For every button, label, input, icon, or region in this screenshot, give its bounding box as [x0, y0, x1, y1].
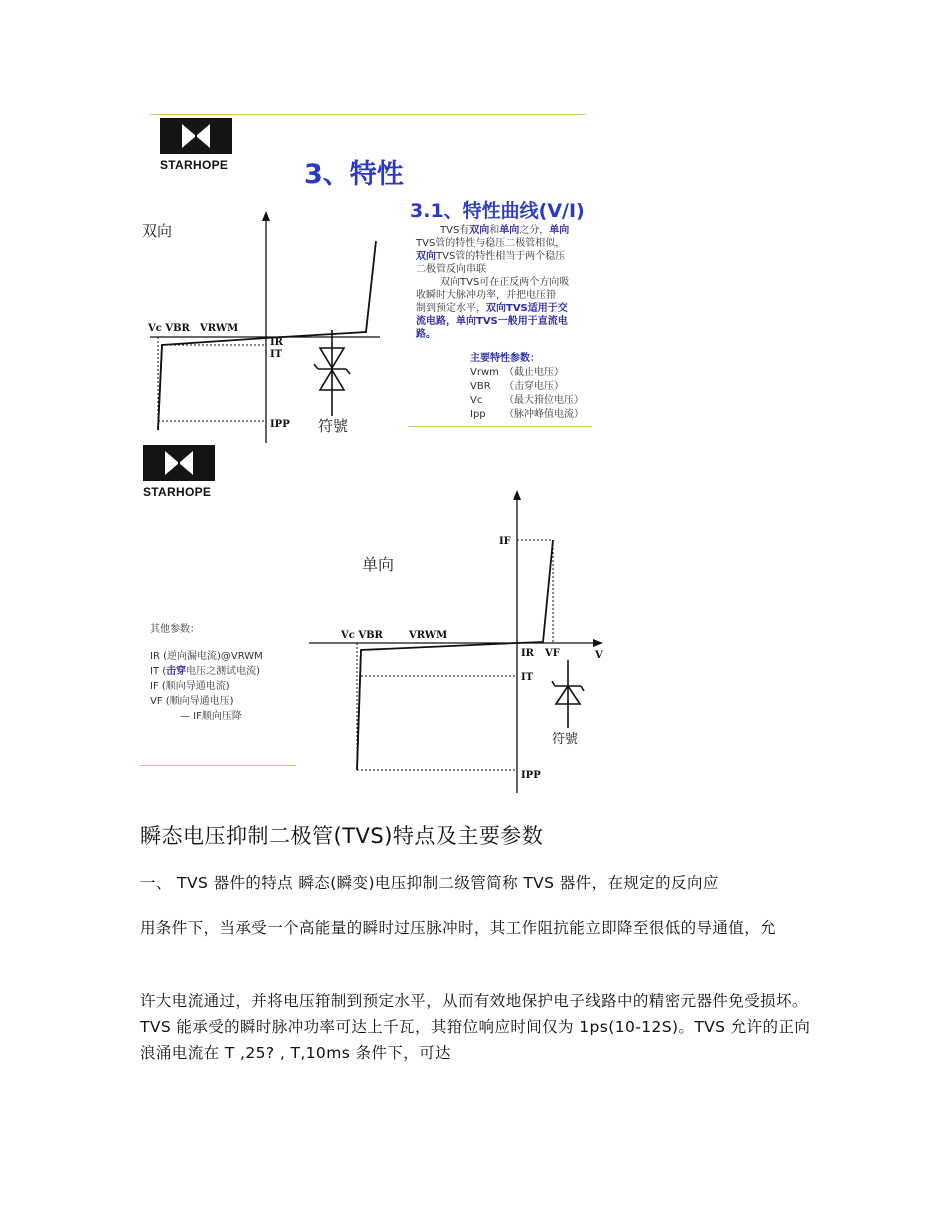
desc-segment: 双向 [469, 225, 490, 236]
param-symbol: Vrwm [470, 367, 499, 378]
slide-divider-bottom [408, 426, 592, 427]
if-label: IF [499, 536, 511, 547]
desc-segment: TVS管的特性相当于两个稳压 [436, 251, 566, 262]
ir-label: IR [270, 337, 283, 348]
desc-line [416, 315, 601, 328]
other-line [150, 709, 263, 724]
desc-line [416, 302, 601, 315]
desc-segment: 双向 [416, 251, 436, 262]
logo-mark-2 [143, 445, 215, 481]
vrwm-label: VRWM [409, 630, 448, 641]
diode-logo-icon [143, 445, 215, 481]
desc-segment: 流电路，单向TVS一般用于直流电 [416, 316, 568, 327]
vc-vbr-label: Vc VBR [148, 323, 190, 334]
unidirectional-label: 单向 [362, 555, 395, 574]
it-label: IT [270, 349, 283, 360]
param-desc: （击穿电压） [504, 381, 564, 392]
vrwm-label: VRWM [200, 323, 239, 334]
other-segment: 击穿 [166, 666, 187, 677]
desc-segment: 二极管反向串联 [416, 264, 486, 275]
desc-segment: 双向TVS可在正反两个方向吸 [440, 277, 570, 288]
desc-segment: 双向TVS适用于交 [486, 303, 568, 314]
bidirectional-label: 双向 [142, 222, 173, 240]
logo-mark [160, 118, 232, 154]
slide-title: 3、特性 [304, 159, 404, 190]
desc-segment: 制到预定水平， [416, 303, 486, 314]
other-params-title: 其他参数： [150, 624, 200, 635]
param-symbol: Vc [470, 395, 483, 406]
param-desc: （最大箝位电压） [504, 395, 584, 406]
ipp-label: IPP [521, 770, 541, 781]
slide2-divider [140, 765, 296, 766]
logo-text-2: STARHOPE [143, 485, 212, 499]
tvs-description [416, 224, 601, 341]
other-segment: IF (顺向导通电流) [150, 681, 230, 692]
starhope-logo [160, 118, 240, 172]
desc-segment: 单向 [549, 225, 570, 236]
main-params-header: 主要特性参数： [470, 353, 540, 364]
document-heading: 瞬态电压抑制二极管(TVS)特点及主要参数 [140, 824, 544, 848]
bidirectional-symbol-label: 符號 [318, 417, 349, 435]
other-segment: 电压之测试电流) [186, 666, 261, 677]
starhope-logo-2 [143, 445, 223, 499]
v-label: V [595, 650, 603, 661]
desc-segment: 单向 [499, 225, 520, 236]
diode-logo-icon [160, 118, 232, 154]
paragraph-1: 一、 TVS 器件的特点 瞬态(瞬变)电压抑制二级管简称 TVS 器件，在规定的反向应 [140, 874, 719, 892]
other-segment: IT ( [150, 666, 167, 677]
other-line [150, 649, 263, 664]
unidirectional-symbol-label: 符號 [552, 732, 579, 747]
param-row [418, 394, 584, 408]
unidirectional-vi-curve [305, 488, 605, 798]
desc-segment: 和 [489, 225, 500, 236]
other-line [150, 694, 263, 709]
param-symbol: Ipp [470, 409, 486, 420]
desc-line [416, 237, 601, 250]
desc-segment: 收瞬时大脉冲功率，并把电压箝 [416, 290, 556, 301]
y-axis-arrow [262, 211, 270, 221]
ir-label: IR [521, 648, 534, 659]
desc-segment: 路。 [416, 329, 436, 340]
desc-line [416, 250, 601, 263]
other-line [150, 664, 263, 679]
other-segment: — IF顺向压降 [180, 711, 242, 722]
param-row [418, 380, 584, 394]
other-line [150, 679, 263, 694]
vf-label: VF [545, 648, 560, 659]
unidirectional-tvs-symbol-icon [548, 660, 588, 730]
param-symbol: VBR [470, 381, 491, 392]
main-params [418, 352, 584, 422]
vc-vbr-label: Vc VBR [341, 630, 383, 641]
desc-segment: TVS管的特性与稳压二极管相似， [416, 238, 566, 249]
other-segment: IR (逆向漏电流)@VRWM [150, 651, 263, 662]
slide-subtitle: 3.1、特性曲线(V/I) [410, 200, 585, 222]
bidirectional-tvs-symbol-icon [302, 328, 362, 418]
ipp-label: IPP [270, 419, 290, 430]
other-segment: VF (顺向导通电压) [150, 696, 234, 707]
param-desc: （截止电压） [504, 367, 564, 378]
desc-line [416, 263, 601, 276]
desc-line [416, 328, 601, 341]
desc-segment: TVS有 [440, 225, 470, 236]
param-row [418, 366, 584, 380]
param-row [418, 408, 584, 422]
desc-line [416, 224, 601, 237]
desc-line [416, 276, 601, 289]
other-params [150, 622, 263, 724]
desc-line [416, 289, 601, 302]
paragraph-3: 许大电流通过，并将电压箝制到预定水平，从而有效地保护电子线路中的精密元器件免受损坏。TVS 能承受的瞬时脉冲功率可达上千瓦，其箝位响应时间仅为 1ps(10-12S)。TVS 允许的正向浪涌电流在 T ,25? , T,10ms 条件下，可达 [140, 992, 811, 1062]
logo-text: STARHOPE [160, 158, 229, 172]
param-desc: （脉冲峰值电流） [504, 409, 584, 420]
paragraph-2: 用条件下，当承受一个高能量的瞬时过压脉冲时，其工作阻抗能立即降至很低的导通值，允 [140, 919, 777, 937]
slide-divider-top [150, 114, 586, 115]
desc-segment: 之分， [519, 225, 550, 236]
it-label: IT [521, 672, 534, 683]
